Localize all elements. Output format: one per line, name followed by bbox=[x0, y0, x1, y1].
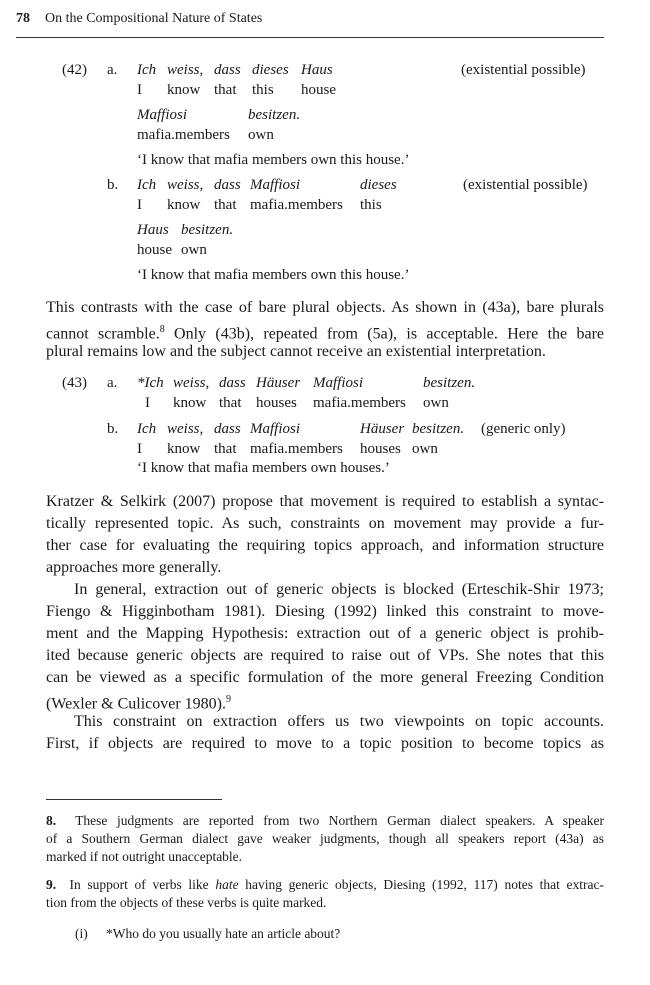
footnote-line bbox=[46, 812, 604, 830]
object-word: Maffiosi bbox=[250, 421, 301, 437]
text-line: approaches more generally. bbox=[46, 559, 222, 576]
body-paragraph bbox=[46, 491, 604, 579]
footnote-9 bbox=[46, 876, 604, 912]
text-line bbox=[46, 319, 604, 341]
object-word: Ich bbox=[137, 62, 157, 78]
text-line: ment and the Mapping Hypothesis: extraction out of a generic object is prohib- bbox=[46, 625, 604, 642]
object-word: Maffiosi bbox=[250, 177, 301, 193]
gloss-word: own bbox=[248, 127, 274, 143]
footnote-8 bbox=[46, 812, 604, 866]
text-segment: (Wexler & Culicover 1980). bbox=[46, 695, 226, 713]
example-label: b. bbox=[107, 421, 119, 437]
footnote-line: marked if not outright unacceptable. bbox=[46, 849, 243, 864]
text-line: This constraint on extraction offers us two viewpoints on topic accounts. bbox=[74, 713, 604, 730]
object-word: Haus bbox=[137, 222, 169, 238]
object-word: Häuser bbox=[360, 421, 405, 437]
gloss-word: mafia.members bbox=[250, 441, 343, 457]
footnote-marker[interactable]: 8 bbox=[159, 324, 165, 335]
example-label: a. bbox=[107, 375, 118, 391]
text-line: First, if objects are required to move to a topic position to become topics as bbox=[46, 735, 604, 752]
object-word: besitzen. bbox=[181, 222, 234, 238]
object-word: weiss, bbox=[167, 177, 204, 193]
text-line: tically represented topic. As such, constraints on movement may provide a fur- bbox=[46, 515, 604, 532]
page-number: 78 bbox=[16, 11, 30, 26]
object-word: dass bbox=[214, 421, 241, 437]
footnote-rule bbox=[46, 799, 222, 800]
example-number: (43) bbox=[62, 375, 87, 391]
gloss-word: I bbox=[137, 441, 142, 457]
text-line: Fiengo & Higginbotham 1981). Diesing (1992) linked this constraint to move- bbox=[46, 603, 604, 620]
gloss-word: know bbox=[167, 82, 201, 98]
judgment-note: (generic only) bbox=[481, 421, 566, 437]
object-word: *Ich bbox=[137, 375, 164, 391]
footnote-text: These judgments are reported from two Northern German dialect speakers. A speaker bbox=[75, 813, 604, 828]
gloss-word: own bbox=[423, 395, 449, 411]
footnote-line: tion from the objects of these verbs is quite marked. bbox=[46, 895, 327, 910]
body-paragraph bbox=[46, 711, 604, 755]
text-line: Kratzer & Selkirk (2007) propose that movement is required to establish a syntac- bbox=[46, 493, 604, 510]
text-line: ther case for evaluating the requiring topics approach, and information structure bbox=[46, 537, 604, 554]
object-word: besitzen. bbox=[248, 107, 301, 123]
text-line: This contrasts with the case of bare plural objects. As shown in (43a), bare plurals bbox=[46, 299, 604, 316]
text-line: can be viewed as a specific formulation of the more general Freezing Condition bbox=[46, 669, 604, 686]
object-word: dass bbox=[214, 62, 241, 78]
object-word: Maffiosi bbox=[313, 375, 364, 391]
object-word: weiss, bbox=[167, 421, 204, 437]
text-line bbox=[46, 689, 604, 711]
gloss-word: that bbox=[219, 395, 242, 411]
object-word: besitzen. bbox=[423, 375, 476, 391]
gloss-word: house bbox=[301, 82, 336, 98]
gloss-word: I bbox=[137, 197, 142, 213]
header-rule bbox=[16, 37, 604, 38]
example-label: a. bbox=[107, 62, 118, 78]
translation: ‘I know that mafia members own this house.’ bbox=[137, 152, 410, 168]
text-line: ited because generic objects are required to raise out of VPs. She notes that this bbox=[46, 647, 604, 664]
footnote-number: 9. bbox=[46, 877, 57, 892]
object-word: Häuser bbox=[256, 375, 301, 391]
object-word: dass bbox=[219, 375, 246, 391]
object-word: dieses bbox=[360, 177, 397, 193]
example-number: (42) bbox=[62, 62, 87, 78]
footnote-text: having generic objects, Diesing (1992, 117) notes that extrac- bbox=[238, 877, 604, 892]
gloss-word: know bbox=[173, 395, 207, 411]
text-segment: Only (43b), repeated from (5a), is acceptable. Here the bare bbox=[164, 325, 605, 343]
body-paragraph bbox=[46, 579, 604, 711]
translation: ‘I know that mafia members own houses.’ bbox=[137, 460, 390, 476]
gloss-word: mafia.members bbox=[250, 197, 343, 213]
object-word: Ich bbox=[137, 177, 157, 193]
gloss-word: houses bbox=[256, 395, 297, 411]
text-segment: cannot scramble. bbox=[46, 325, 160, 343]
gloss-word: I bbox=[137, 82, 142, 98]
gloss-word: own bbox=[412, 441, 438, 457]
gloss-word: own bbox=[181, 242, 207, 258]
gloss-word: know bbox=[167, 197, 201, 213]
object-word: weiss, bbox=[173, 375, 210, 391]
gloss-word: this bbox=[252, 82, 274, 98]
object-word: Ich bbox=[137, 421, 157, 437]
object-word: dass bbox=[214, 177, 241, 193]
gloss-word: that bbox=[214, 197, 237, 213]
footnote-text: In support of verbs like bbox=[69, 877, 216, 892]
object-word: besitzen. bbox=[412, 421, 465, 437]
text-line: In general, extraction out of generic objects is blocked (Erteschik-Shir 1973; bbox=[74, 581, 604, 598]
gloss-word: mafia.members bbox=[137, 127, 230, 143]
body-paragraph bbox=[46, 297, 604, 363]
judgment-note: (existential possible) bbox=[461, 62, 586, 78]
gloss-word: mafia.members bbox=[313, 395, 406, 411]
object-word: dieses bbox=[252, 62, 289, 78]
gloss-word: house bbox=[137, 242, 172, 258]
gloss-word: that bbox=[214, 82, 237, 98]
gloss-word: this bbox=[360, 197, 382, 213]
gloss-word: houses bbox=[360, 441, 401, 457]
footnote-line bbox=[46, 876, 604, 894]
text-line: plural remains low and the subject cannot receive an existential interpretation. bbox=[46, 343, 546, 360]
object-word: Maffiosi bbox=[137, 107, 188, 123]
footnote-marker[interactable]: 9 bbox=[226, 694, 231, 705]
translation: ‘I know that mafia members own this house.’ bbox=[137, 267, 410, 283]
gloss-word: know bbox=[167, 441, 201, 457]
object-word: Haus bbox=[301, 62, 333, 78]
footnote-line: of a Southern German dialect gave weaker judgments, though all speakers report (43a) as bbox=[46, 831, 604, 846]
judgment-note: (existential possible) bbox=[463, 177, 588, 193]
gloss-word: I bbox=[145, 395, 150, 411]
example-label: b. bbox=[107, 177, 119, 193]
footnote-number: 8. bbox=[46, 813, 57, 828]
footnote-example-label: (i) bbox=[75, 926, 88, 941]
running-title: On the Compositional Nature of States bbox=[45, 11, 263, 26]
footnote-emphasis: hate bbox=[215, 877, 239, 892]
gloss-word: that bbox=[214, 441, 237, 457]
object-word: weiss, bbox=[167, 62, 204, 78]
footnote-example-text: *Who do you usually hate an article about? bbox=[106, 926, 341, 941]
